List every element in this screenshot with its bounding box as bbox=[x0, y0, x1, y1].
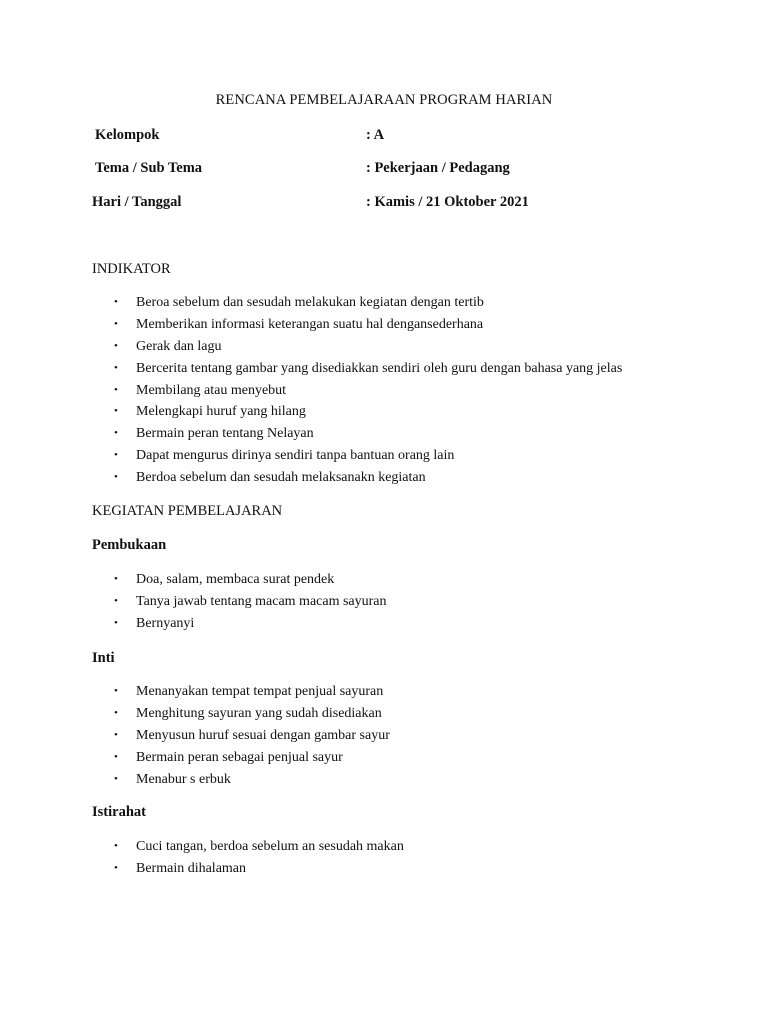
bullet-icon: • bbox=[114, 361, 118, 374]
list-item bbox=[0, 703, 768, 725]
list-item-text: Bermain peran tentang Nelayan bbox=[136, 426, 314, 442]
section-heading-indikator: INDIKATOR bbox=[92, 261, 171, 277]
list-item bbox=[0, 314, 768, 336]
list-item-text: Melengkapi huruf yang hilang bbox=[136, 404, 306, 420]
list-item-text: Bercerita tentang gambar yang disediakkan sendiri oleh guru dengan bahasa yang jelas bbox=[136, 360, 623, 376]
list-item-text: Bermain peran sebagai penjual sayur bbox=[136, 749, 343, 765]
list-item bbox=[0, 292, 768, 314]
list-item bbox=[0, 858, 768, 880]
list-item-text: Membilang atau menyebut bbox=[136, 382, 287, 398]
list-item-text: Cuci tangan, berdoa sebelum an sesudah makan bbox=[136, 839, 404, 854]
list-item-text: Bernyanyi bbox=[136, 615, 195, 631]
meta-value-kelompok: : A bbox=[366, 127, 385, 143]
list-item bbox=[0, 401, 768, 423]
list-item bbox=[0, 336, 768, 358]
list-item-text: Menghitung sayuran yang sudah disediakan bbox=[136, 705, 382, 721]
sub-heading-pembukaan: Pembukaan bbox=[92, 537, 167, 553]
list-item bbox=[0, 681, 768, 703]
bullet-icon: • bbox=[114, 449, 118, 462]
istirahat-list bbox=[0, 836, 768, 880]
list-item bbox=[0, 591, 768, 613]
bullet-icon: • bbox=[114, 317, 118, 330]
list-item-text: Dapat mengurus dirinya sendiri tanpa bantuan orang lain bbox=[136, 448, 455, 464]
list-item bbox=[0, 613, 768, 635]
bullet-icon: • bbox=[114, 840, 118, 852]
list-item bbox=[0, 769, 768, 791]
bullet-icon: • bbox=[114, 573, 118, 585]
bullet-icon: • bbox=[114, 772, 118, 785]
list-item bbox=[0, 747, 768, 769]
list-item-text: Memberikan informasi keterangan suatu hal dengansederhana bbox=[136, 316, 484, 332]
list-item-text: Menabur s erbuk bbox=[136, 771, 231, 787]
list-item-text: Gerak dan lagu bbox=[136, 338, 222, 354]
meta-label-tema: Tema / Sub Tema bbox=[95, 160, 203, 176]
bullet-icon: • bbox=[114, 861, 118, 874]
bullet-icon: • bbox=[114, 706, 118, 719]
meta-value-hari: : Kamis / 21 Oktober 2021 bbox=[366, 194, 529, 210]
list-item bbox=[0, 445, 768, 467]
inti-list bbox=[0, 681, 768, 790]
bullet-icon: • bbox=[114, 616, 118, 629]
bullet-icon: • bbox=[114, 405, 118, 418]
bullet-icon: • bbox=[114, 685, 118, 697]
bullet-icon: • bbox=[114, 296, 118, 308]
bullet-icon: • bbox=[114, 427, 118, 440]
list-item bbox=[0, 836, 768, 858]
list-item bbox=[0, 569, 768, 591]
meta-label-hari: Hari / Tanggal bbox=[92, 194, 182, 210]
list-item bbox=[0, 423, 768, 445]
sub-heading-istirahat: Istirahat bbox=[92, 804, 146, 820]
meta-label-kelompok: Kelompok bbox=[95, 127, 160, 143]
list-item-text: Tanya jawab tentang macam macam sayuran bbox=[136, 593, 387, 609]
list-item bbox=[0, 358, 768, 380]
bullet-icon: • bbox=[114, 339, 118, 352]
list-item-text: Berdoa sebelum dan sesudah melaksanakn kegiatan bbox=[136, 470, 426, 486]
bullet-icon: • bbox=[114, 383, 118, 396]
list-item-text: Beroa sebelum dan sesudah melakukan kegiatan dengan tertib bbox=[136, 295, 484, 310]
bullet-icon: • bbox=[114, 471, 118, 484]
list-item-text: Menanyakan tempat tempat penjual sayuran bbox=[136, 684, 384, 699]
bullet-icon: • bbox=[114, 594, 118, 607]
list-item-text: Doa, salam, membaca surat pendek bbox=[136, 572, 335, 587]
list-item bbox=[0, 725, 768, 747]
sub-heading-inti: Inti bbox=[92, 650, 115, 666]
list-item bbox=[0, 380, 768, 402]
bullet-icon: • bbox=[114, 750, 118, 763]
bullet-icon: • bbox=[114, 728, 118, 741]
list-item-text: Bermain dihalaman bbox=[136, 860, 247, 876]
document-title: RENCANA PEMBELAJARAAN PROGRAM HARIAN bbox=[215, 92, 553, 108]
section-heading-kegiatan: KEGIATAN PEMBELAJARAN bbox=[92, 503, 283, 519]
indikator-list bbox=[0, 292, 768, 489]
pembukaan-list bbox=[0, 569, 768, 635]
list-item-text: Menyusun huruf sesuai dengan gambar sayur bbox=[136, 727, 390, 743]
list-item bbox=[0, 467, 768, 489]
meta-value-tema: : Pekerjaan / Pedagang bbox=[366, 160, 510, 176]
